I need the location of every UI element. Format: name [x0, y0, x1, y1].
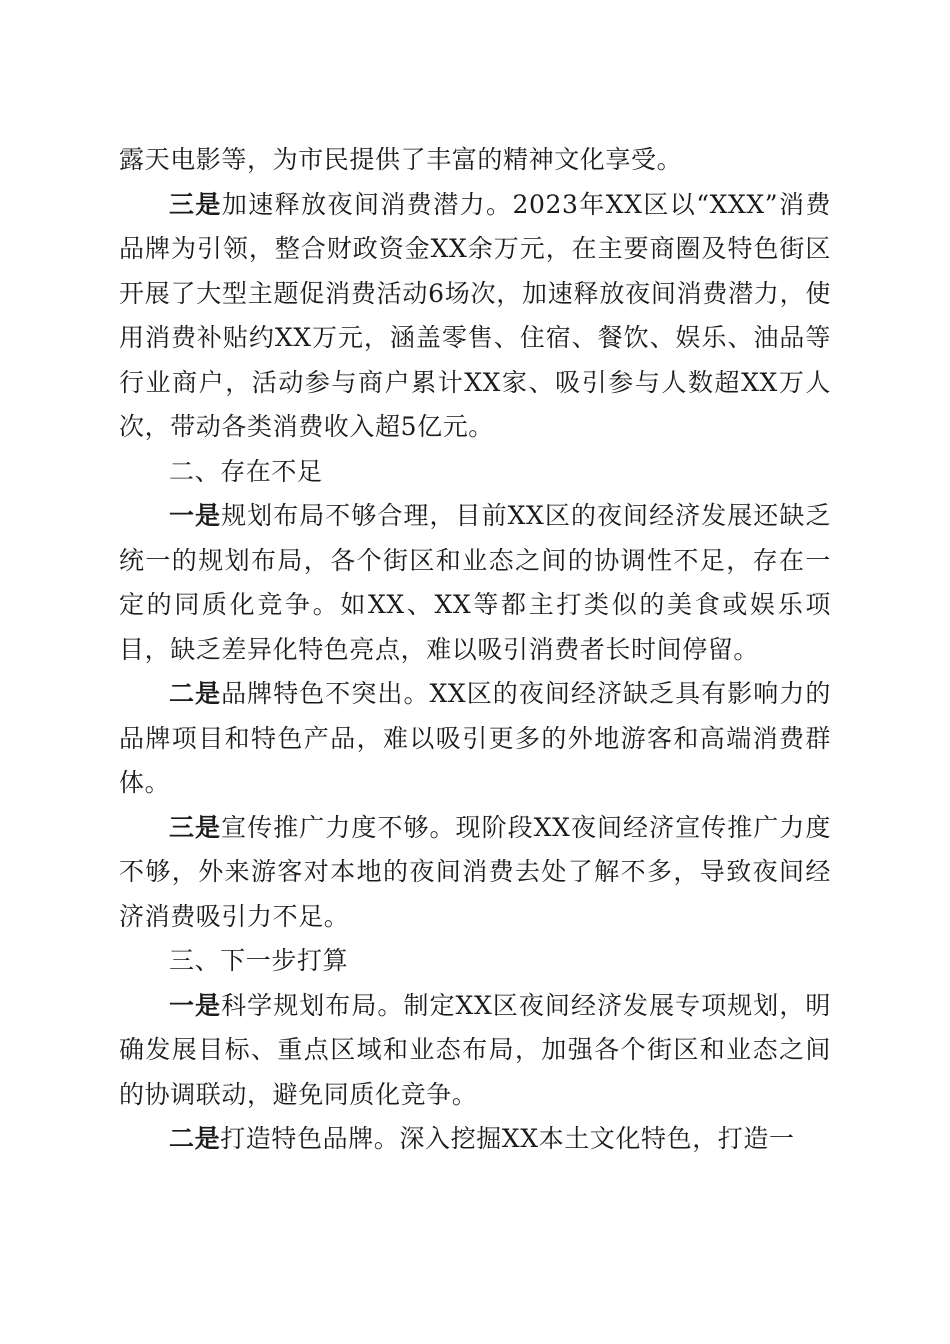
paragraph-lead: 二是 — [169, 1124, 221, 1153]
paragraph-continuation — [119, 138, 831, 183]
paragraph-lead: 一是 — [169, 501, 222, 530]
paragraph-lead: 一是 — [169, 990, 222, 1020]
paragraph-build-brand — [119, 1117, 831, 1162]
paragraph-text: 露天电影等，为市民提供了丰富的精神文化享受。 — [119, 145, 683, 174]
paragraph-lead: 三是 — [169, 812, 222, 842]
paragraph-scientific-planning — [119, 984, 831, 1118]
paragraph-text: 宣传推广力度不够。现阶段XX夜间经济宣传推广力度不够，外来游客对本地的夜间消费去处了解不多，导致夜间经济消费吸引力不足。 — [119, 812, 832, 931]
paragraph-accelerate-night-consumption — [119, 183, 831, 450]
paragraph-text: 打造特色品牌。深入挖掘XX本土文化特色，打造一 — [220, 1124, 795, 1153]
paragraph-lead: 三是 — [169, 189, 222, 219]
paragraph-text: 加速释放夜间消费潜力。2023年XX区以“XXX”消费品牌为引领，整合财政资金XX余万元，在主要商圈及特色街区开展了大型主题促消费活动6场次，加速释放夜间消费潜力，使用消费补贴约XX万元，涵盖零售、住宿、餐饮、娱乐、油品等行业商户，活动参与商户累计XX家、吸引参与人数超XX万人次，带动各类消费收入超5亿元。 — [119, 189, 831, 441]
paragraph-text: 规划布局不够合理，目前XX区的夜间经济发展还缺乏统一的规划布局，各个街区和业态之间的协调性不足，存在一定的同质化竞争。如XX、XX等都主打类似的美食或娱乐项目，缺乏差异化特色亮点，难以吸引消费者长时间停留。 — [119, 501, 832, 664]
paragraph-text: 科学规划布局。制定XX区夜间经济发展专项规划，明确发展目标、重点区域和业态布局，加强各个街区和业态之间的协调联动，避免同质化竞争。 — [119, 990, 832, 1109]
heading-text: 三、下一步打算 — [169, 946, 349, 975]
section-heading-next-steps — [119, 939, 831, 984]
document-body — [119, 138, 831, 1162]
paragraph-text: 品牌特色不突出。XX区的夜间经济缺乏具有影响力的品牌项目和特色产品，难以吸引更多的外地游客和高端消费群体。 — [119, 679, 832, 797]
heading-text: 二、存在不足 — [169, 456, 323, 486]
paragraph-planning-layout — [119, 494, 831, 672]
paragraph-brand-features — [119, 672, 831, 806]
paragraph-lead: 二是 — [169, 679, 222, 708]
section-heading-shortcomings — [119, 450, 831, 495]
paragraph-publicity — [119, 806, 831, 940]
